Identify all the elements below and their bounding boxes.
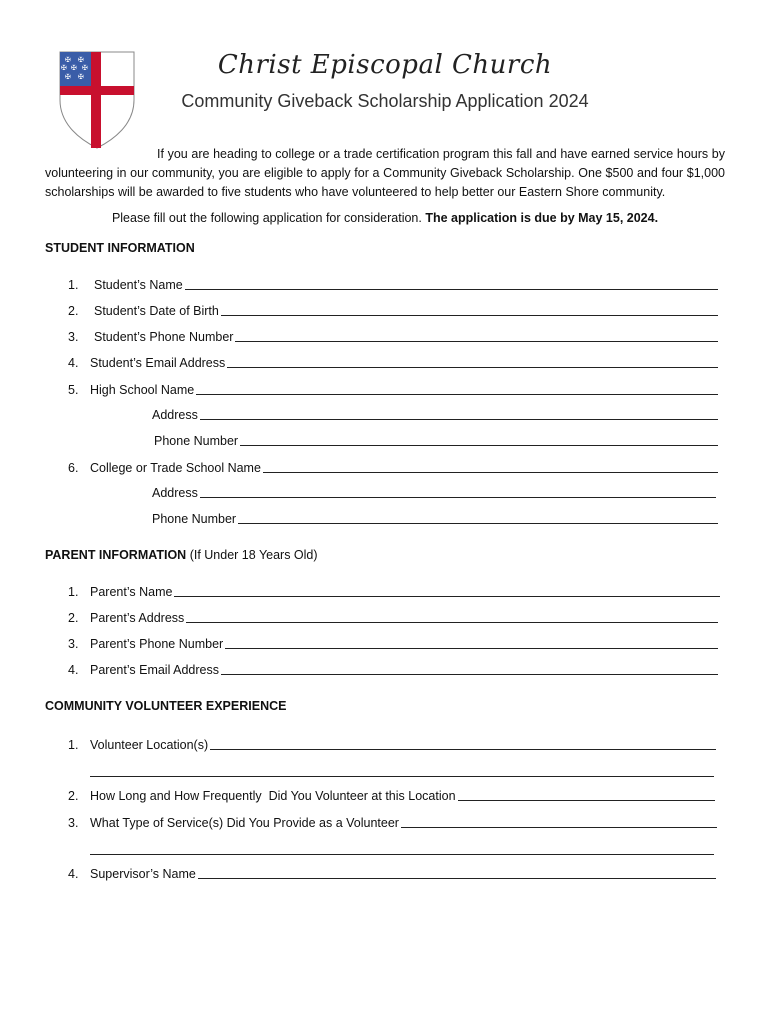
field-label: Parent’s Address bbox=[90, 611, 185, 625]
college-address-line[interactable] bbox=[200, 485, 716, 498]
svg-text:✠: ✠ bbox=[65, 73, 71, 81]
college-address-field[interactable] bbox=[152, 484, 716, 500]
student-phone-field[interactable] bbox=[68, 328, 718, 344]
field-number: 2. bbox=[68, 611, 79, 625]
field-label: Parent’s Phone Number bbox=[90, 637, 224, 651]
parent-email-field[interactable] bbox=[68, 661, 718, 677]
parent-name-line[interactable] bbox=[174, 584, 720, 597]
high-school-phone-field[interactable] bbox=[154, 432, 718, 448]
parent-phone-field[interactable] bbox=[68, 635, 718, 651]
student-dob-line[interactable] bbox=[221, 303, 718, 316]
field-label: Address bbox=[152, 408, 198, 422]
college-phone-field[interactable] bbox=[152, 510, 718, 526]
parent-section-note: (If Under 18 Years Old) bbox=[189, 548, 318, 562]
field-number: 3. bbox=[68, 330, 79, 344]
parent-section-heading: PARENT INFORMATION bbox=[45, 548, 187, 562]
field-number: 3. bbox=[68, 637, 79, 651]
college-name-line[interactable] bbox=[263, 460, 718, 473]
field-number: 2. bbox=[68, 789, 79, 803]
due-date-text: The application is due by May 15, 2024. bbox=[425, 211, 659, 225]
volunteer-section-heading: COMMUNITY VOLUNTEER EXPERIENCE bbox=[45, 699, 287, 713]
volunteer-service-continuation-line[interactable] bbox=[90, 854, 714, 855]
field-label: Student’s Date of Birth bbox=[94, 304, 219, 318]
field-label: Student’s Email Address bbox=[90, 356, 226, 370]
field-number: 4. bbox=[68, 867, 79, 881]
field-label: Student’s Phone Number bbox=[94, 330, 234, 344]
field-number: 2. bbox=[68, 304, 79, 318]
field-label: Phone Number bbox=[152, 512, 237, 526]
high-school-name-line[interactable] bbox=[196, 382, 718, 395]
high-school-phone-line[interactable] bbox=[240, 433, 718, 446]
svg-text:✠: ✠ bbox=[65, 56, 71, 64]
form-title: Community Giveback Scholarship Application 2024 bbox=[181, 91, 589, 111]
volunteer-location-continuation-line[interactable] bbox=[90, 776, 714, 777]
svg-text:✠: ✠ bbox=[82, 64, 88, 72]
college-name-field[interactable] bbox=[68, 459, 718, 475]
field-label: What Type of Service(s) Did You Provide as a Volunteer bbox=[90, 816, 399, 830]
student-email-field[interactable] bbox=[68, 354, 718, 370]
svg-text:✠: ✠ bbox=[71, 64, 77, 72]
student-dob-field[interactable] bbox=[68, 302, 718, 318]
svg-text:✠: ✠ bbox=[61, 64, 67, 72]
volunteer-location-line[interactable] bbox=[210, 737, 716, 750]
parent-address-line[interactable] bbox=[186, 610, 718, 623]
instruction-text: Please fill out the following application for consideration. bbox=[111, 211, 422, 225]
supervisor-name-field[interactable] bbox=[68, 865, 716, 881]
field-label: High School Name bbox=[90, 383, 195, 397]
field-label: Supervisor’s Name bbox=[90, 867, 196, 881]
parent-phone-line[interactable] bbox=[225, 636, 718, 649]
episcopal-shield-logo bbox=[58, 50, 136, 150]
parent-address-field[interactable] bbox=[68, 609, 718, 625]
field-number: 5. bbox=[68, 383, 79, 397]
svg-text:✠: ✠ bbox=[78, 73, 84, 81]
volunteer-service-field[interactable] bbox=[68, 814, 717, 830]
volunteer-duration-line[interactable] bbox=[458, 788, 715, 801]
intro-paragraph: If you are heading to college or a trade certification program this fall and have earned service hours by volunteering in our community, you are eligible to apply for a Community Giveback Scholarship. One $500 and four $1,000 scholarships will be awarded to five students who have volunteered to help better our Eastern Shore community. bbox=[45, 147, 725, 199]
parent-section-heading-line bbox=[45, 548, 318, 562]
field-label: How Long and How Frequently Did You Volunteer at this Location bbox=[90, 789, 456, 803]
field-label: Parent’s Name bbox=[90, 585, 173, 599]
svg-text:✠: ✠ bbox=[78, 56, 84, 64]
volunteer-location-field[interactable] bbox=[68, 736, 716, 752]
student-name-field[interactable] bbox=[68, 276, 718, 292]
field-label: Volunteer Location(s) bbox=[90, 738, 209, 752]
field-label: Parent’s Email Address bbox=[90, 663, 219, 677]
field-number: 1. bbox=[68, 585, 79, 599]
volunteer-service-line[interactable] bbox=[401, 815, 717, 828]
instruction-line bbox=[45, 211, 725, 225]
field-number: 4. bbox=[68, 356, 79, 370]
student-section-heading: STUDENT INFORMATION bbox=[45, 241, 195, 255]
high-school-address-line[interactable] bbox=[200, 407, 718, 420]
student-name-line[interactable] bbox=[185, 277, 718, 290]
field-label: Address bbox=[152, 486, 198, 500]
high-school-address-field[interactable] bbox=[152, 406, 718, 422]
parent-name-field[interactable] bbox=[68, 583, 720, 599]
field-label: Phone Number bbox=[154, 434, 239, 448]
church-name: Christ Episcopal Church bbox=[217, 50, 553, 80]
volunteer-duration-field[interactable] bbox=[68, 787, 715, 803]
field-number: 1. bbox=[68, 738, 79, 752]
supervisor-name-line[interactable] bbox=[198, 866, 716, 879]
field-number: 3. bbox=[68, 816, 79, 830]
field-number: 4. bbox=[68, 663, 79, 677]
student-email-line[interactable] bbox=[227, 355, 718, 368]
college-phone-line[interactable] bbox=[238, 511, 718, 524]
field-number: 1. bbox=[68, 278, 79, 292]
field-label: Student’s Name bbox=[94, 278, 183, 292]
field-label: College or Trade School Name bbox=[90, 461, 261, 475]
parent-email-line[interactable] bbox=[221, 662, 718, 675]
student-phone-line[interactable] bbox=[235, 329, 718, 342]
high-school-name-field[interactable] bbox=[68, 381, 718, 397]
field-number: 6. bbox=[68, 461, 79, 475]
